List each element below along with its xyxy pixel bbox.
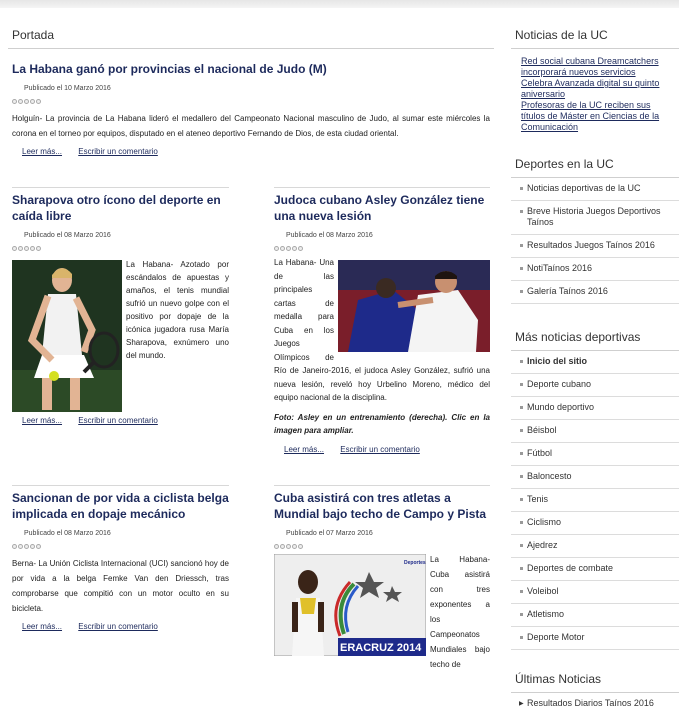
article-body: La Habana- Cuba asistirá con tres exponentes a los Campeonatos Mundiales bajo techo de [430, 555, 490, 669]
lead-article [8, 61, 494, 156]
sidebar-item[interactable]: Noticias deportivas de la UC [511, 178, 679, 201]
article-atletismo [274, 485, 490, 672]
article-sharapova [12, 187, 229, 425]
read-more-link[interactable]: Leer más... [22, 147, 63, 156]
article-body: Holguín- La provincia de La Habana lideró el medallero del Campeonato Nacional masculino de Judo, al sumar este miércoles la corona en el torneo por equipos, disputado en el ateneo deportivo Fernando de Dios, de esta ciudad oriental. [12, 114, 490, 138]
sidebar-item[interactable]: Galería Taínos 2016 [511, 281, 679, 304]
article-title[interactable]: Sancionan de por vida a ciclista belga implicada en dopaje mecánico [12, 491, 229, 521]
sidebar-item[interactable]: Mundo deportivo [511, 397, 679, 420]
publish-date: Publicado el 10 Marzo 2016 [24, 85, 111, 92]
article-title[interactable]: Cuba asistirá con tres atletas a Mundial bajo techo de Campo y Pista [274, 491, 487, 521]
rating-stars[interactable] [12, 544, 229, 550]
comment-link[interactable]: Escribir un comentario [340, 444, 420, 454]
sidebar-item[interactable]: Inicio del sitio [511, 351, 679, 374]
page-title: Portada [8, 22, 494, 49]
rating-stars[interactable] [12, 99, 490, 105]
athlete-photo[interactable] [274, 554, 426, 656]
top-bar [0, 0, 679, 8]
article-body: La Habana- Una de las principales cartas de medalla para Cuba en los Juegos Olímpicos de Río de Janeiro-2016, el judoca Asley González, sufrió una nueva lesión, reveló hoy Urbelino Moreno, médico del equipo nacional de la disciplina. [274, 258, 490, 402]
read-more-link[interactable]: Leer más... [22, 622, 63, 631]
sidebar-item[interactable]: Ajedrez [511, 535, 679, 558]
main-content [8, 22, 494, 669]
news-link[interactable]: Profesoras de la UC reciben sus títulos de Máster en Ciencias de la Comunicación [521, 100, 660, 132]
photo-banner-text: ERACRUZ 2014 [340, 642, 422, 654]
sidebar-heading-deportes-uc: Deportes en la UC [511, 151, 679, 178]
publish-date: Publicado el 08 Marzo 2016 [286, 232, 373, 239]
photo-corner-label: Deportes [404, 560, 426, 566]
sidebar-item[interactable]: Voleibol [511, 581, 679, 604]
sidebar-item[interactable]: Breve Historia Juegos Deportivos Taínos [511, 201, 679, 235]
sidebar-item[interactable]: Deporte Motor [511, 627, 679, 650]
comment-link[interactable]: Escribir un comentario [78, 416, 158, 425]
rating-stars[interactable] [274, 544, 490, 550]
sidebar-heading-noticias-uc: Noticias de la UC [511, 22, 679, 49]
publish-date: Publicado el 07 Marzo 2016 [286, 530, 373, 537]
comment-link[interactable]: Escribir un comentario [78, 147, 158, 156]
article-links [12, 622, 229, 631]
sharapova-photo[interactable] [12, 260, 122, 412]
sidebar-item[interactable]: ▶ Resultados Diarios Taínos 2016 [511, 693, 679, 715]
read-more-link[interactable]: Leer más... [22, 416, 63, 425]
article-ciclista [12, 485, 229, 631]
sidebar-item[interactable]: Ciclismo [511, 512, 679, 535]
sidebar-item[interactable]: Baloncesto [511, 466, 679, 489]
article-body: La Habana- Azotado por escándalos de apuestas y amaños, el tenis mundial sufrió un nuevo golpe con el positivo por dopaje de la icónica jugadora rusa María Sharapova, exnúmero uno del mundo. [126, 260, 229, 360]
photo-caption: Foto: Asley en un entrenamiento (derecha). Clic en la imagen para ampliar. [274, 412, 490, 435]
mas-noticias-list [511, 351, 679, 650]
sidebar-item[interactable]: NotiTaínos 2016 [511, 258, 679, 281]
noticias-uc-links [511, 49, 679, 133]
article-links [274, 445, 490, 454]
sidebar-item[interactable]: Tenis [511, 489, 679, 512]
publish-date: Publicado el 08 Marzo 2016 [24, 530, 111, 537]
ultimas-list [511, 693, 679, 715]
article-links [12, 147, 490, 156]
sidebar-item[interactable]: Béisbol [511, 420, 679, 443]
rating-stars[interactable] [274, 246, 490, 252]
article-asley [274, 187, 490, 454]
sidebar-item[interactable]: Deportes de combate [511, 558, 679, 581]
article-title[interactable]: La Habana ganó por provincias el nacional de Judo (M) [12, 62, 327, 76]
deportes-uc-list [511, 178, 679, 304]
sidebar-item[interactable]: Fútbol [511, 443, 679, 466]
comment-link[interactable]: Escribir un comentario [78, 622, 158, 631]
publish-date: Publicado el 08 Marzo 2016 [24, 232, 111, 239]
article-body: Berna- La Unión Ciclista Internacional (UCI) sancionó hoy de por vida a la belga Femke Van den Driessch, tras comprobarse que compitió con un motor oculto en su bicicleta. [12, 559, 229, 613]
sidebar-item[interactable]: Deporte cubano [511, 374, 679, 397]
rating-stars[interactable] [12, 246, 229, 252]
sidebar [511, 22, 679, 715]
article-title[interactable]: Sharapova otro ícono del deporte en caída libre [12, 193, 221, 223]
read-more-link[interactable]: Leer más... [284, 444, 325, 454]
judo-photo[interactable] [338, 260, 490, 352]
article-links [12, 414, 229, 425]
sidebar-heading-ultimas: Últimas Noticias [511, 666, 679, 693]
sidebar-item[interactable]: Resultados Juegos Taínos 2016 [511, 235, 679, 258]
sidebar-heading-mas-noticias: Más noticias deportivas [511, 324, 679, 351]
sidebar-item[interactable]: Atletismo [511, 604, 679, 627]
article-title[interactable]: Judoca cubano Asley González tiene una nueva lesión [274, 193, 485, 223]
news-link[interactable]: Red social cubana Dreamcatchers incorporará nuevos servicios [521, 56, 659, 77]
news-link[interactable]: Celebra Avanzada digital su quinto aniversario [521, 78, 660, 99]
